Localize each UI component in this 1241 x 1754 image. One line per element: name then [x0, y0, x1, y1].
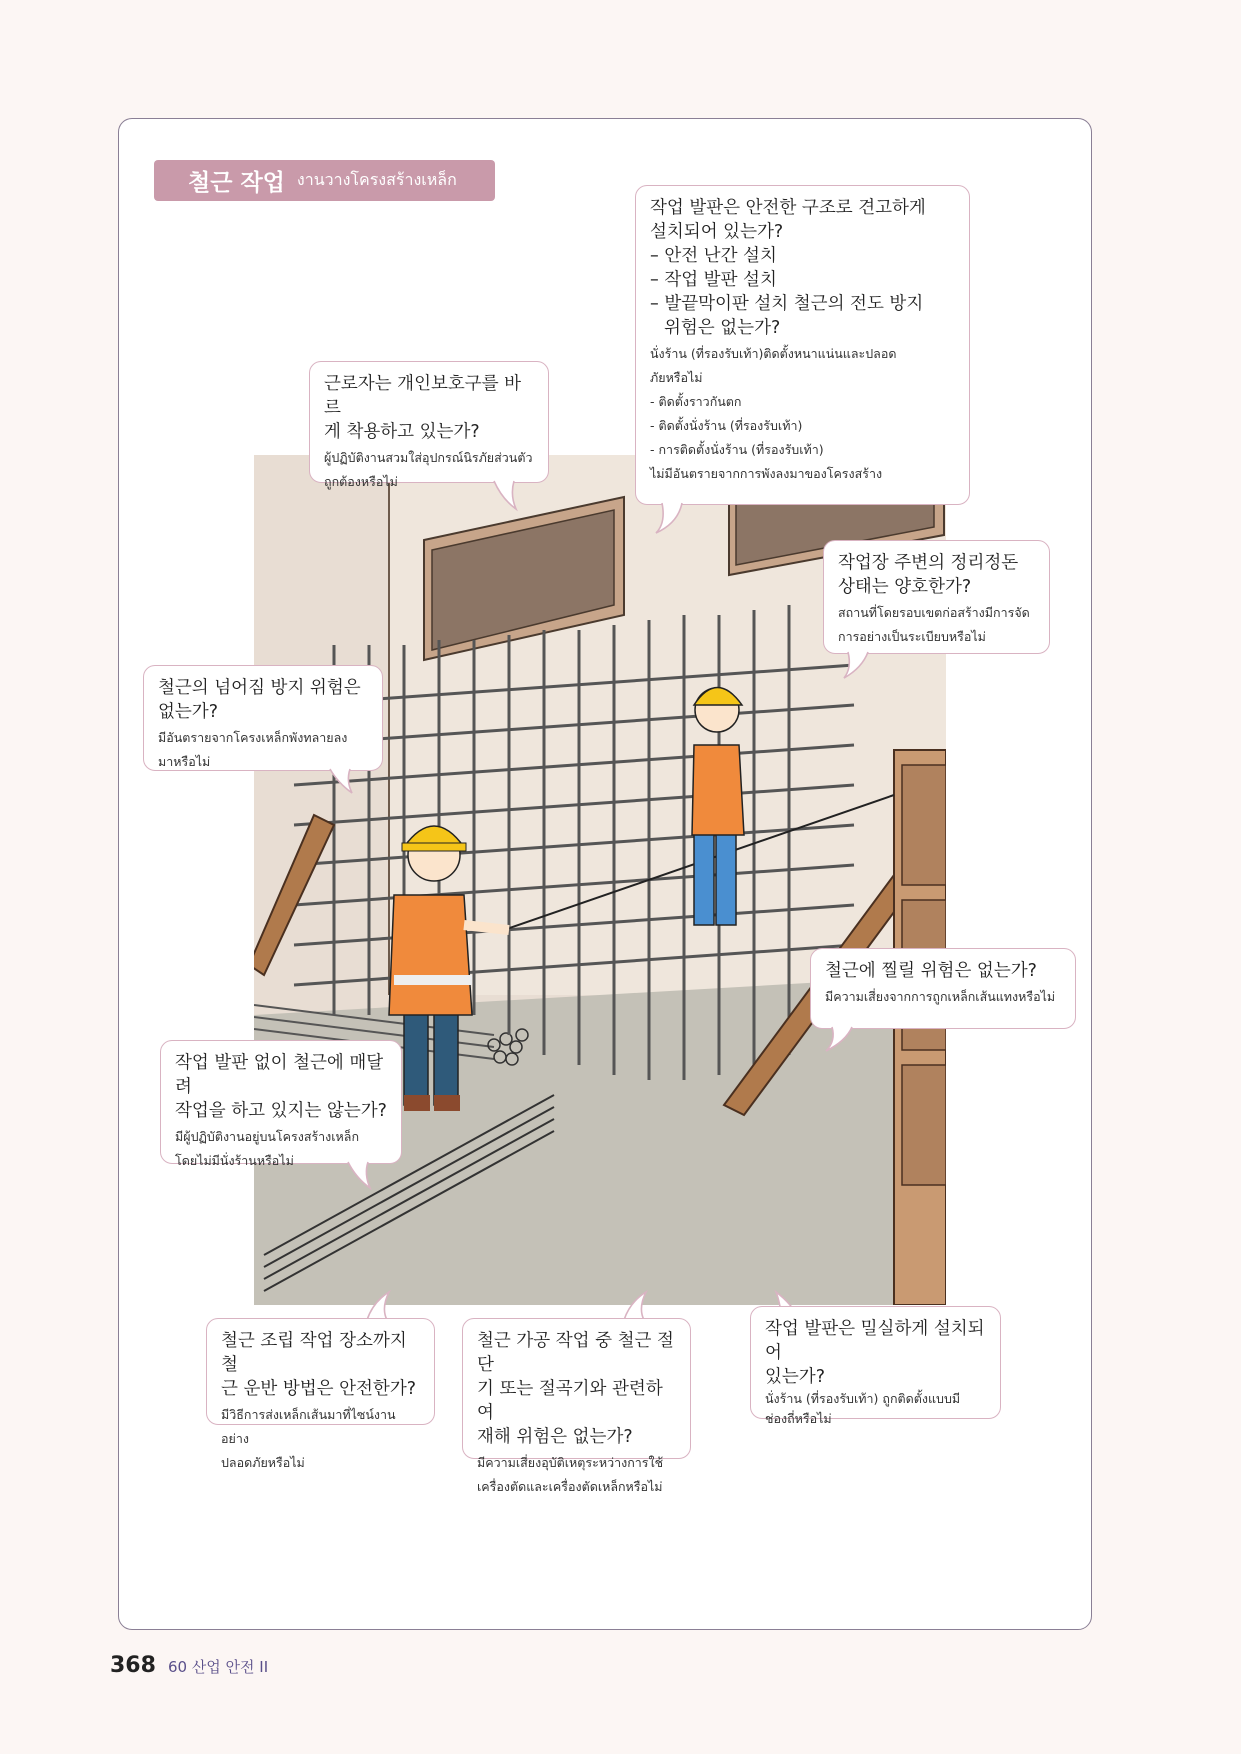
title-thai: งานวางโครงสร้างเหล็ก [296, 170, 457, 189]
callout-site-ko-line: 작업장 주변의 정리정돈 [838, 553, 1019, 573]
callout-scaffold-th-line: นั่งร้าน (ที่รองรับเท้า)ติดตั้งหนาแน่นและปลอด [650, 346, 897, 361]
callout-scaffold-th-line: ภัยหรือไม่ [650, 370, 703, 385]
callout-scaffold-th-line: ไม่มีอันตรายจากการพังลงมาของโครงสร้าง [650, 466, 883, 481]
callout-scaffold-tail [660, 503, 686, 533]
callout-tight-ko-line: 작업 발판은 밀실하게 설치되어 [765, 1319, 985, 1363]
callout-scaffold [635, 185, 970, 505]
callout-ppe-tail [492, 481, 518, 511]
callout-collapse-th-line: มาหรือไม่ [158, 754, 211, 769]
callout-scaffold-ko-line: 설치되어 있는가? [650, 222, 784, 242]
callout-tight [750, 1306, 1001, 1426]
callout-site-tail [846, 652, 872, 682]
callout-collapse-tail [328, 769, 354, 799]
callout-collapse-ko-line: 없는가? [158, 702, 219, 722]
callout-transport-th-line: ปลอดภัยหรือไม่ [221, 1455, 305, 1470]
callout-cutting-th-line: มีความเสี่ยงอุบัติเหตุระหว่างการใช้ [477, 1455, 664, 1470]
callout-scaffold-th-line: - การติดตั้งนั่งร้าน (ที่รองรับเท้า) [650, 442, 824, 457]
title-korean: 철근 작업 [188, 170, 285, 196]
callout-cutting-tail [622, 1290, 648, 1320]
callout-tight-th-line: ช่องถี่หรือไม่ [765, 1411, 832, 1426]
callout-hanging-tail [346, 1162, 372, 1192]
callout-pierce-th-line: มีความเสี่ยงจากการถูกเหล็กเส้นแทงหรือไม่ [825, 989, 1056, 1004]
callout-hanging-ko-line: 작업 발판 없이 철근에 매달려 [175, 1053, 384, 1097]
callout-site [823, 540, 1050, 654]
callout-scaffold-ko-line: – 발끝막이판 설치 철근의 전도 방지 [650, 294, 924, 314]
callout-ppe-th-line: ถูกต้องหรือไม่ [324, 474, 398, 489]
callout-collapse-th-line: มีอันตรายจากโครงเหล็กพังทลายลง [158, 730, 348, 745]
callout-cutting-ko-line: 재해 위험은 없는가? [477, 1427, 633, 1447]
callout-tight-ko-line: 있는가? [765, 1367, 826, 1387]
callout-transport-ko-line: 근 운반 방법은 안전한가? [221, 1379, 417, 1399]
callout-site-ko-line: 상태는 양호한가? [838, 577, 972, 597]
callout-tight-th-line: นั่งร้าน (ที่รองรับเท้า) ถูกติดตั้งแบบมี [765, 1391, 961, 1406]
callout-cutting-th-line: เครื่องตัดและเครื่องตัดเหล็กหรือไม่ [477, 1479, 663, 1494]
callout-scaffold-ko-line: – 작업 발판 설치 [650, 270, 777, 290]
callout-ppe [309, 361, 549, 489]
callout-ppe-th-line: ผู้ปฏิบัติงานสวมใส่อุปกรณ์นิรภัยส่วนตัว [324, 450, 533, 465]
callout-ppe-ko-line: 게 착용하고 있는가? [324, 422, 480, 442]
callout-ppe-ko-line: 근로자는 개인보호구를 바르 [324, 374, 522, 418]
callout-pierce-tail [830, 1027, 856, 1057]
callout-hanging-th-line: โดยไม่มีนั่งร้านหรือไม่ [175, 1153, 294, 1168]
callout-transport-th-line: มีวิธีการส่งเหล็กเส้นมาที่ไซน์งานอย่าง [221, 1407, 396, 1446]
page-footer [110, 1653, 268, 1678]
callout-cutting-ko-line: 철근 가공 작업 중 철근 절단 [477, 1331, 674, 1375]
callout-collapse-ko-line: 철근의 넘어짐 방지 위험은 [158, 678, 361, 698]
callout-site-th-line: การอย่างเป็นระเบียบหรือไม่ [838, 629, 986, 644]
callout-transport [206, 1318, 435, 1470]
callout-collapse [143, 665, 383, 771]
callout-transport-ko-line: 철근 조립 작업 장소까지 철 [221, 1331, 407, 1375]
callout-pierce [810, 948, 1076, 1029]
callout-hanging [160, 1040, 402, 1168]
callout-hanging-th-line: มีผู้ปฏิบัติงานอยู่บนโครงสร้างเหล็ก [175, 1129, 360, 1144]
callout-scaffold-ko-line: – 안전 난간 설치 [650, 246, 777, 266]
callout-pierce-ko-line: 철근에 찔릴 위험은 없는가? [825, 961, 1037, 981]
callout-transport-tail [365, 1290, 391, 1320]
callout-hanging-ko-line: 작업을 하고 있지는 않는가? [175, 1101, 387, 1121]
callout-scaffold-ko-line: 작업 발판은 안전한 구조로 견고하게 [650, 198, 926, 218]
callout-cutting-ko-line: 기 또는 절곡기와 관련하여 [477, 1379, 663, 1423]
callout-scaffold-th-line: - ติดตั้งราวกันตก [650, 394, 742, 409]
callout-scaffold-ko-line: 위험은 없는가? [664, 318, 781, 338]
callout-scaffold-th-line: - ติดตั้งนั่งร้าน (ที่รองรับเท้า) [650, 418, 803, 433]
callout-site-th-line: สถานที่โดยรอบเขตก่อสร้างมีการจัด [838, 605, 1030, 620]
page-number: 368 [110, 1653, 156, 1678]
callout-cutting [462, 1318, 691, 1494]
section-title-badge [154, 160, 495, 201]
page-label: 60 산업 안전 II [167, 1658, 269, 1676]
